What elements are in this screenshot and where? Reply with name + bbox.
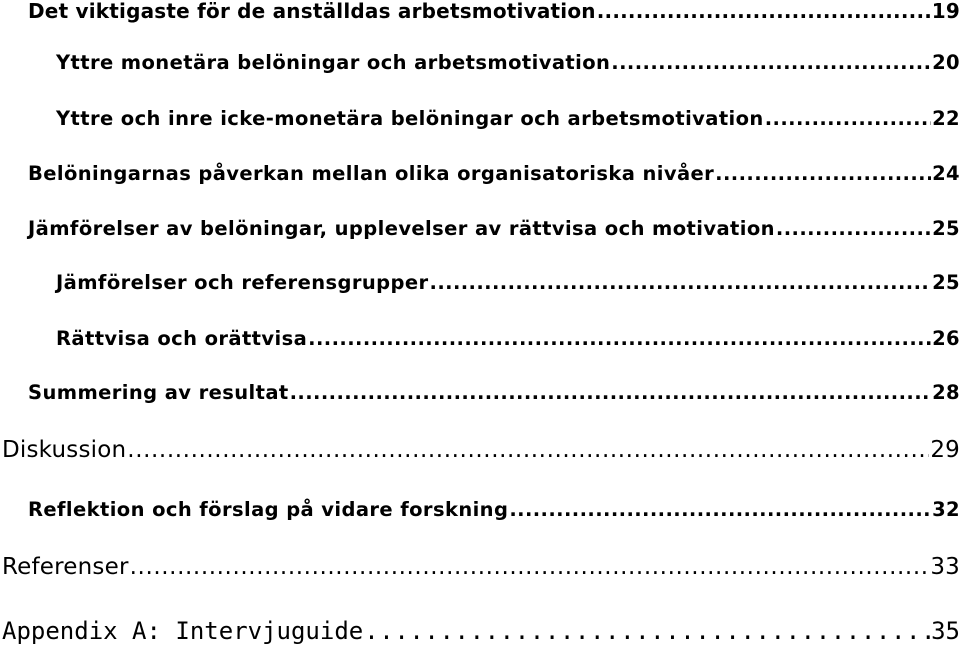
toc-leader-dots bbox=[127, 439, 929, 462]
toc-entry[interactable] bbox=[2, 556, 960, 579]
toc-entry[interactable] bbox=[56, 329, 960, 349]
toc-entry[interactable] bbox=[2, 439, 960, 462]
toc-entry-title: Summering av resultat bbox=[28, 381, 289, 404]
toc-leader-dots bbox=[765, 109, 931, 129]
toc-entry-title: Rättvisa och orättvisa bbox=[56, 327, 308, 350]
toc-entry-title: Yttre monetära belöningar och arbetsmotivation bbox=[56, 51, 611, 74]
toc-entry[interactable] bbox=[28, 500, 960, 520]
toc-entry-page: 24 bbox=[932, 162, 960, 185]
toc-entry[interactable] bbox=[28, 383, 960, 403]
toc-entry[interactable] bbox=[28, 219, 960, 239]
toc-leader-dots bbox=[130, 556, 930, 579]
toc-entry-page: 22 bbox=[932, 107, 960, 130]
toc-entry[interactable] bbox=[56, 53, 960, 73]
toc-entry-page: 20 bbox=[932, 51, 960, 74]
toc-leader-dots bbox=[364, 619, 930, 643]
toc-leader-dots bbox=[776, 219, 931, 239]
toc-entry-page: 33 bbox=[930, 554, 960, 580]
toc-entry-title: Belöningarnas påverkan mellan olika organisatoriska nivåer bbox=[28, 162, 715, 185]
toc-leader-dots bbox=[611, 53, 931, 73]
toc-entry-title: Diskussion bbox=[2, 437, 127, 463]
toc-entry[interactable] bbox=[28, 164, 960, 184]
toc-entry-page: 19 bbox=[931, 0, 960, 23]
toc-entry-page: 26 bbox=[932, 327, 960, 350]
toc-entry-title: Referenser bbox=[2, 554, 129, 580]
toc-leader-dots bbox=[290, 383, 931, 403]
toc-entry-page: 35 bbox=[931, 617, 960, 645]
toc-entry-page: 25 bbox=[932, 217, 960, 240]
toc-leader-dots bbox=[509, 500, 931, 520]
toc-entry-page: 25 bbox=[932, 271, 960, 294]
toc-entry-title: Det viktigaste för de anställdas arbetsmotivation bbox=[28, 0, 596, 23]
toc-entry-title: Jämförelser och referensgrupper bbox=[56, 271, 429, 294]
toc-entry-title: Reflektion och förslag på vidare forskning bbox=[28, 498, 509, 521]
toc-leader-dots bbox=[430, 273, 932, 293]
toc-entry[interactable] bbox=[28, 1, 960, 21]
toc-leader-dots bbox=[715, 164, 931, 184]
toc-entry[interactable] bbox=[2, 619, 960, 643]
toc-entry[interactable] bbox=[56, 273, 960, 293]
toc-entry[interactable] bbox=[56, 109, 960, 129]
toc-entry-title: Yttre och inre icke-monetära belöningar och arbetsmotivation bbox=[56, 107, 764, 130]
toc-entry-page: 28 bbox=[932, 381, 960, 404]
toc-leader-dots bbox=[308, 329, 931, 349]
toc-entry-title: Jämförelser av belöningar, upplevelser av rättvisa och motivation bbox=[28, 217, 775, 240]
toc-entry-page: 29 bbox=[930, 437, 960, 463]
toc-leader-dots bbox=[597, 1, 931, 21]
toc-entry-title: Appendix A: Intervjuguide bbox=[2, 617, 364, 645]
toc-entry-page: 32 bbox=[932, 498, 960, 521]
